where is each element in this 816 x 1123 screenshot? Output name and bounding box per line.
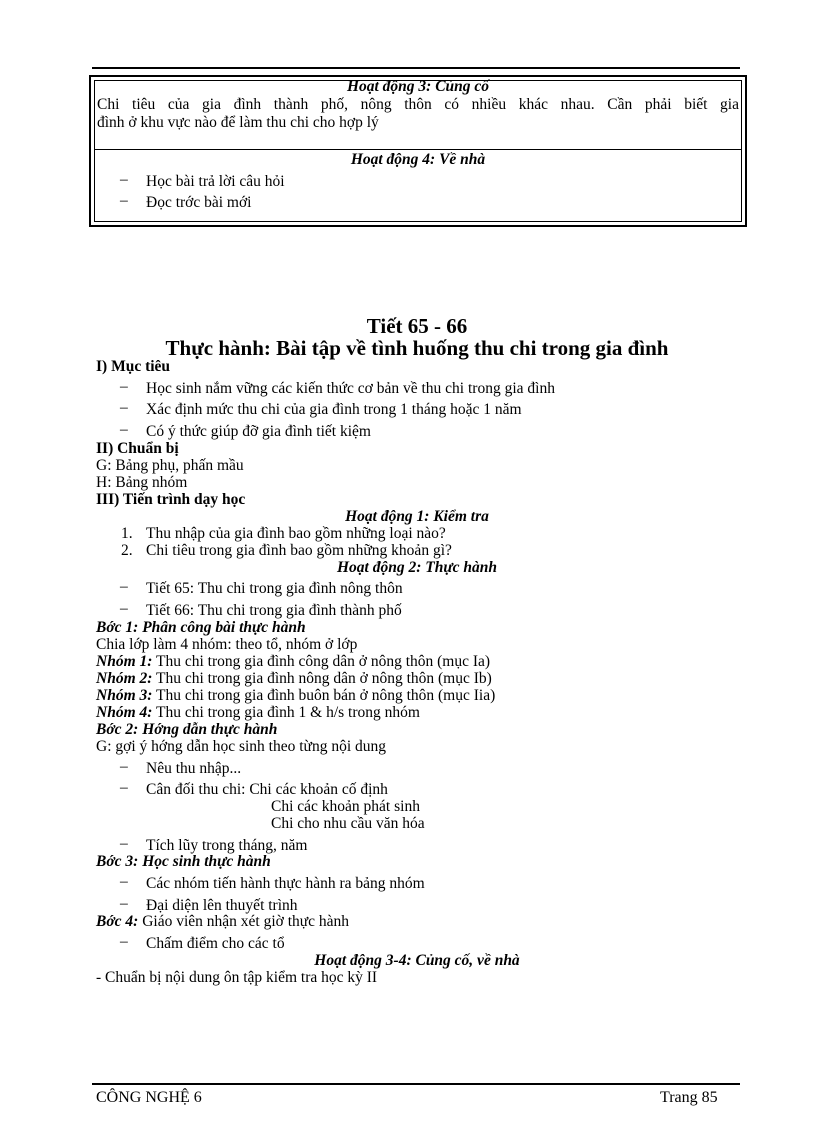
final-text: - Chuẩn bị nội dung ôn tập kiểm tra học kỳ II [96, 969, 378, 986]
activity-box-divider [94, 149, 742, 150]
dash-icon: – [120, 758, 128, 775]
dash-icon: – [120, 399, 128, 416]
step2-item-sub: Chi các khoản phát sinh [271, 798, 420, 815]
step1-text: Chia lớp làm 4 nhóm: theo tổ, nhóm ở lớp [96, 636, 358, 653]
footer-subject: CÔNG NGHỆ 6 [96, 1089, 202, 1106]
hd34-title: Hoạt động 3-4: Củng cố, về nhà [314, 952, 520, 969]
footer-page-number: Trang 85 [660, 1089, 718, 1106]
prep-students: H: Bảng nhóm [96, 474, 188, 491]
prep-teacher: G: Bảng phụ, phấn mầu [96, 457, 244, 474]
dash-icon: – [120, 600, 128, 617]
hd4-title: Hoạt động 4: Về nhà [350, 151, 486, 168]
hd3-text-line1: Chi tiêu của gia đình thành phố, nông thôn có nhiều khác nhau. Cần phải biết gia [97, 96, 739, 113]
section-2-heading: II) Chuẩn bị [96, 440, 179, 457]
step2-text: G: gợi ý hớng dẫn học sinh theo từng nội dung [96, 738, 386, 755]
group-line: Nhóm 4: Thu chi trong gia đình 1 & h/s trong nhóm [96, 704, 420, 721]
lesson-subtitle: Thực hành: Bài tập về tình huống thu chi trong gia đình [165, 336, 669, 360]
hd3-title: Hoạt động 3: Củng cố [346, 78, 490, 95]
step4-line: Bớc 4: Giáo viên nhận xét giờ thực hành [96, 913, 350, 930]
step3-title: Bớc 3: Học sinh thực hành [96, 853, 271, 870]
lesson-title: Tiết 65 - 66 [366, 314, 468, 338]
step1-title: Bớc 1: Phân công bài thực hành [96, 619, 306, 636]
dash-icon: – [120, 171, 128, 188]
dash-icon: – [120, 933, 128, 950]
hd1-item: 2. Chi tiêu trong gia đình bao gồm những khoản gì? [121, 542, 452, 559]
hd2-title: Hoạt động 2: Thực hành [336, 559, 497, 576]
group-line: Nhóm 1: Thu chi trong gia đình công dân ở nông thôn (mục Ia) [96, 653, 491, 670]
footer-rule [92, 1083, 740, 1085]
header-rule [92, 67, 740, 69]
dash-icon: – [120, 873, 128, 890]
step2-title: Bớc 2: Hớng dẫn thực hành [96, 721, 278, 738]
hd3-text-line2: đình ở khu vực nào để làm thu chi cho hợp lý [97, 114, 379, 131]
hd1-item: 1. Thu nhập của gia đình bao gồm những loại nào? [121, 525, 446, 542]
step2-item-sub: Chi cho nhu cầu văn hóa [271, 815, 425, 832]
hd1-title: Hoạt động 1: Kiểm tra [345, 508, 489, 525]
dash-icon: – [120, 378, 128, 395]
dash-icon: – [120, 835, 128, 852]
dash-icon: – [120, 192, 128, 209]
group-line: Nhóm 3: Thu chi trong gia đình buôn bán ở nông thôn (mục Iia) [96, 687, 496, 704]
section-3-heading: III) Tiến trình dạy học [96, 491, 246, 508]
dash-icon: – [120, 421, 128, 438]
group-line: Nhóm 2: Thu chi trong gia đình nông dân ở nông thôn (mục Ib) [96, 670, 492, 687]
dash-icon: – [120, 779, 128, 796]
dash-icon: – [120, 895, 128, 912]
dash-icon: – [120, 578, 128, 595]
section-1-heading: I) Mục tiêu [96, 358, 171, 375]
